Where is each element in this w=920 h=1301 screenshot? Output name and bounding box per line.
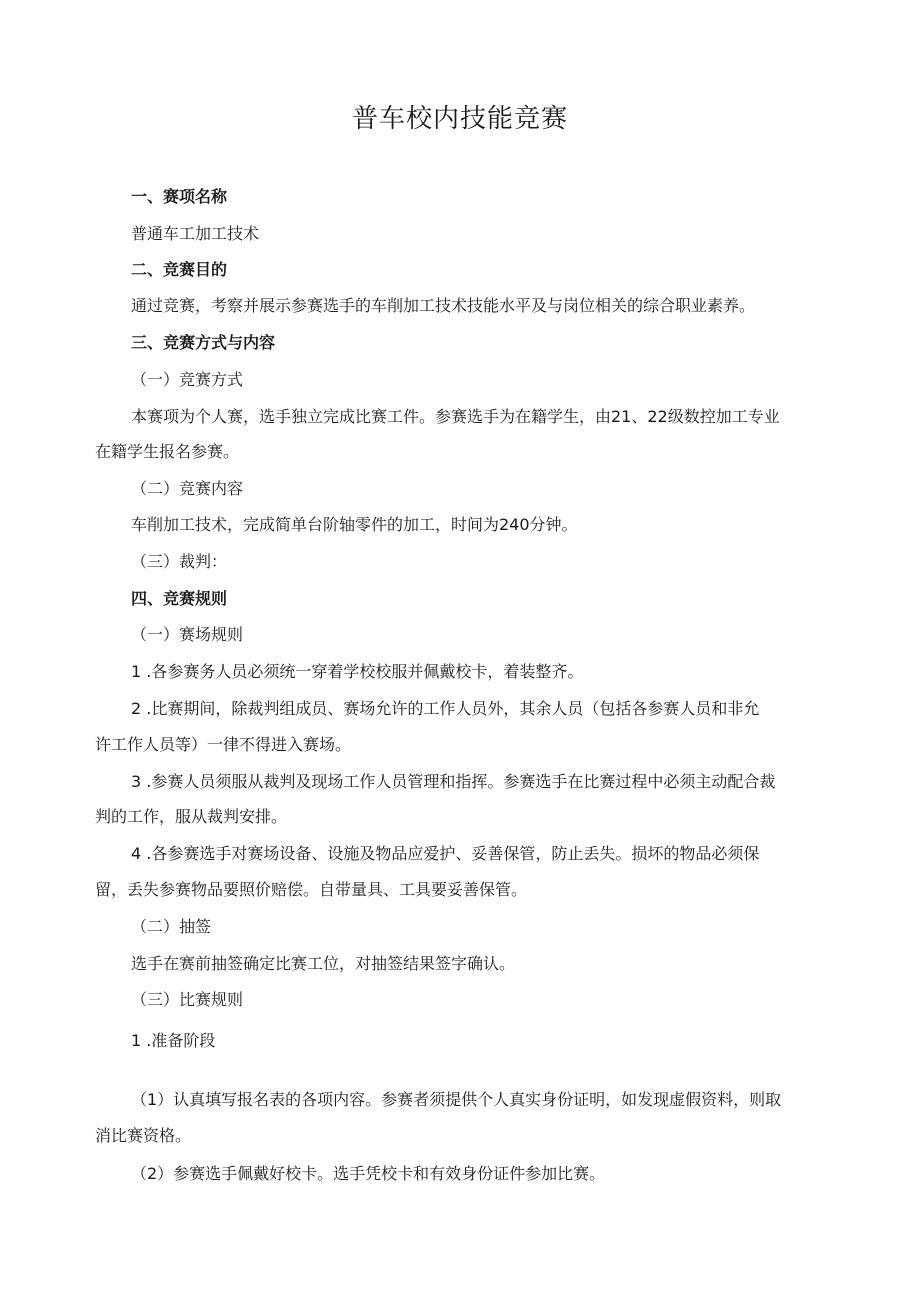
paragraph-line: 消比赛资格。 xyxy=(95,1126,192,1145)
list-item: 1 .各参赛务人员必须统一穿着学校校服并佩戴校卡，着装整齐。 xyxy=(131,662,584,681)
subsection-heading: （二）抽签 xyxy=(131,917,212,936)
section-heading-3: 三、竞赛方式与内容 xyxy=(131,333,276,352)
list-item: 1 .准备阶段 xyxy=(131,1031,216,1050)
paragraph-line: 通过竞赛，考察并展示参赛选手的车削加工技术技能水平及与岗位相关的综合职业素养。 xyxy=(131,296,756,315)
page-title: 普车校内技能竞赛 xyxy=(351,104,568,134)
paragraph-line: 选手在赛前抽签确定比赛工位，对抽签结果签字确认。 xyxy=(131,954,516,973)
paragraph-line: 许工作人员等）一律不得进入赛场。 xyxy=(95,735,352,754)
list-item: 2 .比赛期间，除裁判组成员、赛场允许的工作人员外，其余人员（包括各参赛人员和非允 xyxy=(131,699,760,718)
subsection-heading: （二）竞赛内容 xyxy=(131,479,244,498)
list-item: （1）认真填写报名表的各项内容。参赛者须提供个人真实身份证明，如发现虚假资料，则取 xyxy=(131,1090,782,1109)
subsection-heading: （一）赛场规则 xyxy=(131,625,244,644)
subsection-heading: （三）比赛规则 xyxy=(131,990,244,1009)
paragraph-line: 留，丢失参赛物品要照价赔偿。自带量具、工具要妥善保管。 xyxy=(95,880,528,899)
paragraph-line: 车削加工技术，完成简单台阶轴零件的加工，时间为240分钟。 xyxy=(131,515,578,534)
subsection-heading: （一）竞赛方式 xyxy=(131,370,244,389)
paragraph-line: 在籍学生报名参赛。 xyxy=(95,442,240,461)
list-item: 4 .各参赛选手对赛场设备、设施及物品应爱护、妥善保管，防止丢失。损坏的物品必须保 xyxy=(131,844,760,863)
section-heading-1: 一、赛项名称 xyxy=(131,187,228,206)
paragraph-line: 本赛项为个人赛，选手独立完成比赛工件。参赛选手为在籍学生，由21、22级数控加工专业 xyxy=(131,407,780,426)
paragraph-line: 普通车工加工技术 xyxy=(131,224,260,243)
section-heading-4: 四、竞赛规则 xyxy=(131,589,228,608)
list-item: 3 .参赛人员须服从裁判及现场工作人员管理和指挥。参赛选手在比赛过程中必须主动配合裁 xyxy=(131,772,776,791)
subsection-heading: （三）裁判： xyxy=(131,552,228,571)
section-heading-2: 二、竞赛目的 xyxy=(131,260,228,279)
paragraph-line: 判的工作，服从裁判安排。 xyxy=(95,807,288,826)
list-item: （2）参赛选手佩戴好校卡。选手凭校卡和有效身份证件参加比赛。 xyxy=(131,1164,606,1183)
